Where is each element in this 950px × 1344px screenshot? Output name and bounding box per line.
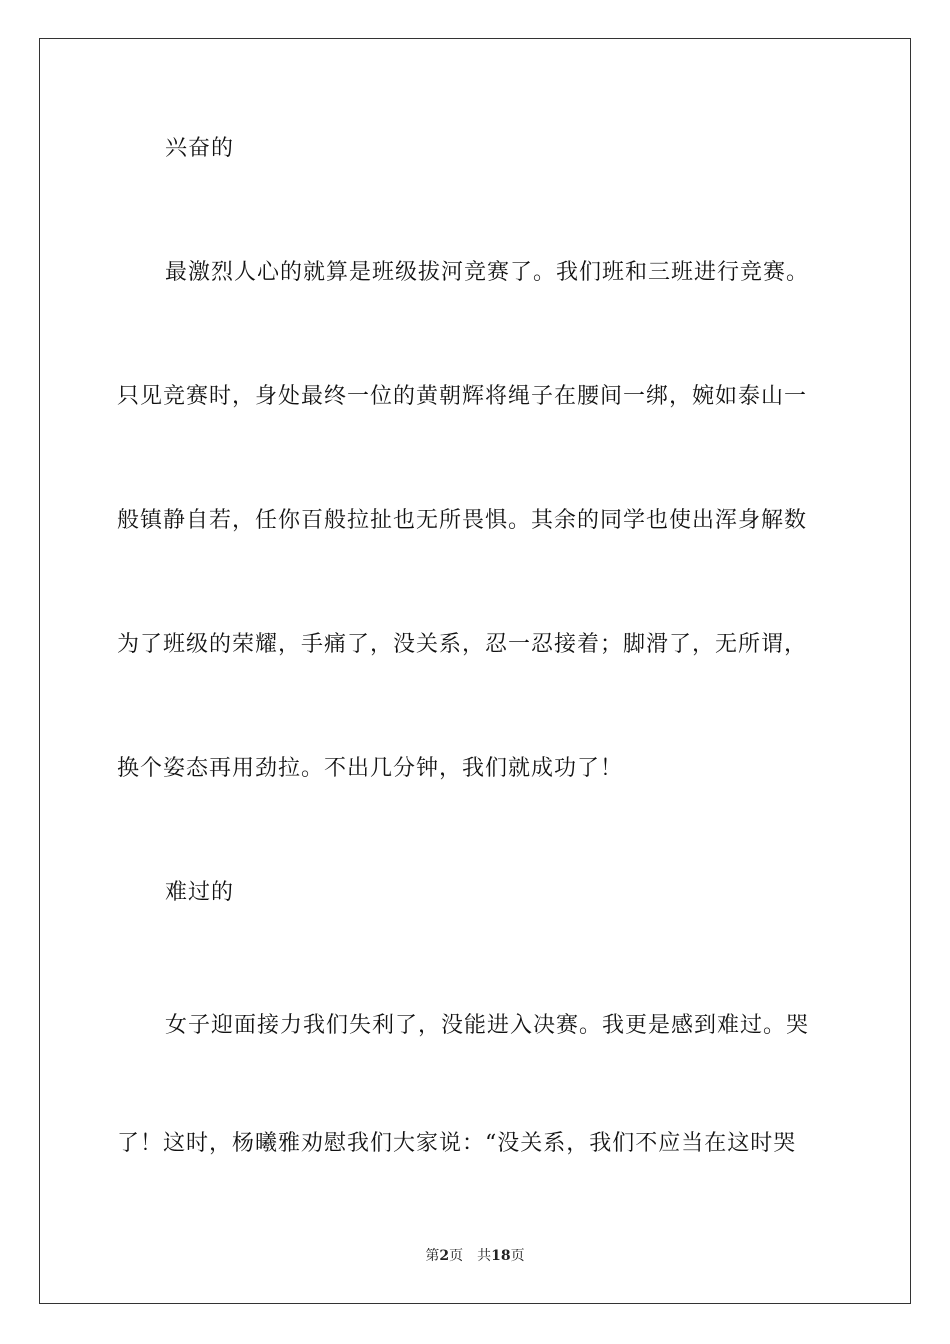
section-heading-excited: 兴奋的 xyxy=(165,136,235,161)
paragraph-line: 女子迎面接力我们失利了，没能进入决赛。我更是感到难过。哭 xyxy=(165,1013,810,1038)
page-footer xyxy=(0,1247,950,1265)
total-pages: 18 xyxy=(491,1248,511,1264)
page-prefix: 第 xyxy=(425,1248,440,1264)
total-suffix: 页 xyxy=(510,1248,525,1264)
paragraph-line: 了！这时，杨曦雅劝慰我们大家说：“没关系，我们不应当在这时哭 xyxy=(117,1131,797,1156)
page-number: 2 xyxy=(439,1248,450,1264)
total-prefix: 共 xyxy=(477,1248,492,1264)
section-heading-sad: 难过的 xyxy=(165,880,235,905)
paragraph-line: 般镇静自若，任你百般拉扯也无所畏惧。其余的同学也使出浑身解数 xyxy=(117,508,808,533)
page-suffix: 页 xyxy=(449,1248,464,1264)
paragraph-line: 为了班级的荣耀，手痛了，没关系，忍一忍接着；脚滑了，无所谓， xyxy=(117,632,808,657)
paragraph-line: 最激烈人心的就算是班级拔河竞赛了。我们班和三班进行竞赛。 xyxy=(165,260,810,285)
page-frame xyxy=(39,38,911,1304)
paragraph-line: 换个姿态再用劲拉。不出几分钟，我们就成功了！ xyxy=(117,756,624,781)
paragraph-line: 只见竞赛时，身处最终一位的黄朝辉将绳子在腰间一绑，婉如泰山一 xyxy=(117,384,808,409)
